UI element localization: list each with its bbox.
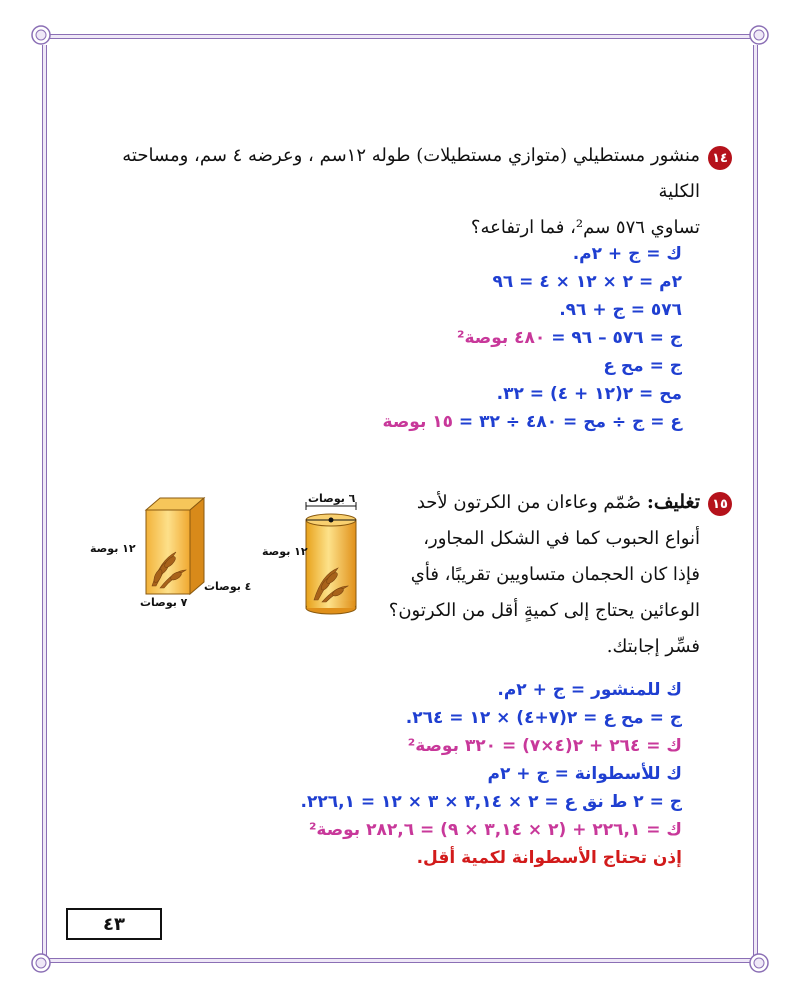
frame-corner-ornament: [748, 952, 770, 974]
frame-corner-ornament: [30, 952, 52, 974]
solution-line: ك = ج + ٢م.: [572, 244, 682, 264]
solution-line: ك = ٢٢٦,١ + (٢ × ٣,١٤ × ٩) = ٢٨٢,٦ بوصة²: [308, 820, 682, 840]
solution-conclusion: إذن تحتاج الأسطوانة لكمية أقل.: [416, 848, 682, 868]
question-14-text: [90, 138, 700, 246]
solution-line: ج = مح ع = ٢(٧+٤) × ١٢ = ٢٦٤.: [405, 708, 682, 728]
question-14-line-2: تساوي ٥٧٦ سم²، فما ارتفاعه؟: [470, 217, 700, 238]
question-15-line-5: فسِّر إجابتك.: [606, 636, 700, 657]
question-15-badge: ١٥: [708, 492, 732, 516]
box-container: [146, 498, 204, 594]
solution-line: ٥٧٦ = ج + ٩٦.: [559, 300, 682, 320]
cylinder-diameter-label: ٦ بوصات: [308, 492, 356, 505]
solution-line: ج = مح ع: [603, 356, 682, 376]
solution-answer: ٣٢٠ بوصة²: [407, 736, 497, 756]
frame-top-border: [48, 34, 752, 39]
frame-left-border: [42, 45, 47, 957]
question-14-line-1: منشور مستطيلي (متوازي مستطيلات) طوله ١٢سم ، وعرضه ٤ سم، ومساحته الكلية: [122, 145, 700, 202]
cylinder-container: [306, 502, 356, 614]
question-15-line-2: أنواع الحبوب كما في الشكل المجاور،: [423, 528, 700, 549]
box-width-label: ٧ بوصات: [140, 596, 188, 609]
box-depth-label: ٤ بوصات: [204, 580, 252, 593]
frame-bottom-border: [48, 958, 752, 963]
question-15-line-4: الوعائين يحتاج إلى كميةٍ أقل من الكرتون؟: [388, 600, 700, 621]
question-14-badge: ١٤: [708, 146, 732, 170]
solution-line: ع = ج ÷ مح = ٤٨٠ ÷ ٣٢ = ١٥ بوصة: [382, 412, 682, 432]
solution-line: ك = ٢٦٤ + ٢(٤×٧) = ٣٢٠ بوصة²: [407, 736, 682, 756]
solution-line: ج = ٥٧٦ – ٩٦ = ٤٨٠ بوصة²: [457, 328, 682, 348]
question-15-line-1: صُمّم وعاءان من الكرتون لأحد: [416, 492, 642, 513]
solution-answer: ٢٨٢,٦ بوصة²: [308, 820, 415, 840]
page-number: ٤٣: [66, 908, 162, 940]
question-15-text: [370, 484, 700, 665]
solution-line: ٢م = ٢ × ١٢ × ٤ = ٩٦: [492, 272, 682, 292]
question-15-line-3: فإذا كان الحجمان متساويين تقريبًا، فأي: [410, 564, 700, 585]
cylinder-height-label: ١٢ بوصة: [262, 545, 308, 558]
solution-answer: ١٥ بوصة: [382, 412, 454, 432]
solution-answer: ٤٨٠ بوصة²: [457, 328, 546, 348]
solution-line: ك للأسطوانة = ج + ٢م: [487, 764, 682, 784]
solution-line: ك للمنشور = ج + ٢م.: [497, 680, 682, 700]
solution-line: مح = ٢(١٢ + ٤) = ٣٢.: [496, 384, 682, 404]
box-height-label: ١٢ بوصة: [90, 542, 136, 555]
frame-corner-ornament: [30, 24, 52, 46]
frame-right-border: [753, 45, 758, 957]
question-15-term: تغليف:: [646, 491, 700, 513]
solution-line: ج = ٢ ط نق ع = ٢ × ٣,١٤ × ٣ × ١٢ = ٢٢٦,١.: [300, 792, 682, 812]
frame-corner-ornament: [748, 24, 770, 46]
